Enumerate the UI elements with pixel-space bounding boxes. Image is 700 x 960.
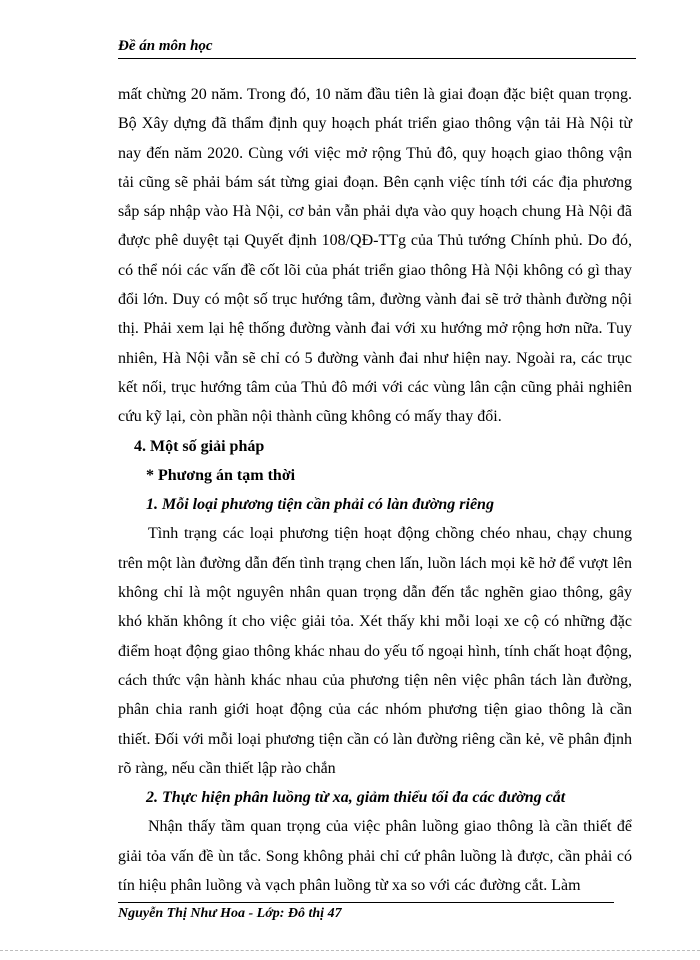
page-footer-author: Nguyễn Thị Như Hoa - Lớp: Đô thị 47 (118, 906, 342, 921)
header-divider (118, 58, 636, 59)
subheading-traffic-diversion: 2. Thực hiện phân luồng từ xa, giảm thiểu tối đa các đường cắt (146, 789, 566, 807)
paragraph-continuation: mất chừng 20 năm. Trong đó, 10 năm đầu tiên là giai đoạn đặc biệt quan trọng. Bộ Xây dựng đã thẩm định quy hoạch phát triển giao thông vận tải Hà Nội từ nay đến năm 2020. Cùng với việc mở rộng Thủ đô, quy hoạch giao thông vận tải cũng sẽ phải bám sát từng giai đoạn. Bên cạnh việc tính tới các địa phương sắp sáp nhập vào Hà Nội, cơ bản vẫn phải dựa vào quy hoạch chung Hà Nội đã được phê duyệt tại Quyết định 108/QĐ-TTg của Thủ tướng Chính phủ. Do đó, có thể nói các vấn đề cốt lõi của phát triển giao thông Hà Nội không có gì thay đổi lớn. Duy có một số trục hướng tâm, đường vành đai sẽ trở thành đường nội thị. Phải xem lại hệ thống đường vành đai với xu hướng mở rộng hơn nữa. Tuy nhiên, Hà Nội vẫn sẽ chỉ có 5 đường vành đai như hiện nay. Ngoài ra, các trục kết nối, trục hướng tâm của Thủ đô mới với các vùng lân cận cũng phải nghiên cứu kỹ lại, còn phần nội thành cũng không có mấy thay đổi. (118, 86, 632, 426)
page-break-line (0, 950, 700, 951)
footer-divider (118, 902, 614, 903)
document-body (118, 80, 632, 900)
subheading-separate-lanes: 1. Mỗi loại phương tiện cần phải có làn đường riêng (146, 496, 494, 514)
paragraph-traffic-diversion: Nhận thấy tầm quan trọng của việc phân luồng giao thông là cần thiết để giải tỏa vấn đề ùn tắc. Song không phải chỉ cứ phân luồng là được, cần phải có tín hiệu phân luồng và vạch phân luồng từ xa so với các đường cắt. Làm (118, 818, 632, 895)
section-heading-solutions: 4. Một số giải pháp (134, 437, 265, 455)
paragraph-separate-lanes: Tình trạng các loại phương tiện hoạt động chồng chéo nhau, chạy chung trên một làn đường dẫn đến tình trạng chen lấn, luồn lách mọi kẽ hở để vượt lên không chỉ là một nguyên nhân quan trọng dẫn đến tắc nghẽn giao thông, gây khó khăn không ít cho việc giải tỏa. Xét thấy khi mỗi loại xe cộ có những đặc điểm hoạt động giao thông khác nhau do yếu tố ngoại hình, tính chất hoạt động, cách thức vận hành khác nhau của phương tiện nên việc phân tách làn đường, phân chia ranh giới hoạt động của các nhóm phương tiện giao thông là cần thiết. Đối với mỗi loại phương tiện cần có làn đường riêng cần kẻ, vẽ phân định rõ ràng, nếu cần thiết lập rào chắn (118, 525, 632, 777)
subsection-heading-temporary: * Phương án tạm thời (146, 466, 296, 484)
page-header-title: Đề án môn học (118, 38, 213, 54)
